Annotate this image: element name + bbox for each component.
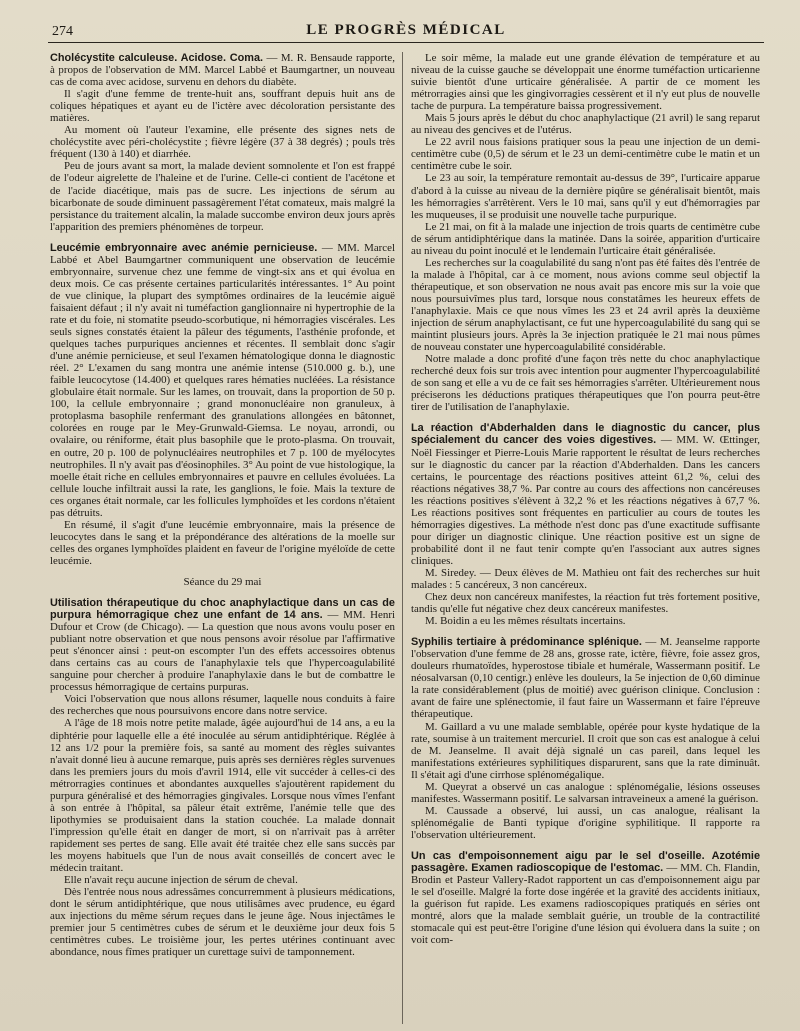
paragraph: Voici l'observation que nous allons résumer, laquelle nous conduits à faire des recherches que nous poursuivons encore dans notre service. xyxy=(50,693,395,718)
article-choc-continued xyxy=(411,52,760,413)
paragraph: Le 21 mai, on fit à la malade une injection de trois quarts de centimètre cube de sérum antidiphtérique dans la matinée. Dans la soirée, apparition d'urticaire au niveau du point inoculé et le lendemain l'urticaire était généralisée. xyxy=(411,220,760,257)
article-lead: — MM. W. Œttinger, Noël Fiessinger et Pierre-Louis Marie rapportent le résultat de leurs recherches sur le diagnostic du cancer par la réaction d'Abderhalden. Dans les cancers certains, le pourcentage des réactions positives atteint 61,2 %, celui des réactions négatives 38,7 %. Par contre au cours des affections non cancéreuses les réactions positives s'élèvent à 32,2 % et les réactions négatives à 67,7 %. Les réactions positives sont fréquentes en particulier au cours de toutes les hémorragies digestives. La méthode n'est donc pas d'une exactitude suffisante pour diriger un diagnostic clinique. Une réaction positive est un signe de probabilité dont il ne faut tenir compte qu'en l'associant aux autres signes cliniques. xyxy=(411,434,760,567)
paragraph: M. Caussade a observé, lui aussi, un cas analogue, réalisant la splénomégalie de Banti typique d'origine syphilitique. Il rapporte ra l'observation ultérieurement. xyxy=(411,804,760,841)
paragraph: M. Gaillard a vu une malade semblable, opérée pour kyste hydatique de la rate, soumise à un traitement mercuriel. Il croit que son cas est analogue à celui de M. Jeanselme. Il avait déjà signalé un cas pareil, dans lequel les manifestations extérieures syphilitiques disparurent, sans que la rate diminuât. Il s'était agi d'une cirrhose splénomégalique. xyxy=(411,720,760,781)
column-rule xyxy=(402,52,403,1024)
article-lead: — M. Jeanselme rapporte l'observation d'une femme de 28 ans, grosse rate, ictère, fièvre, foie assez gros, douleurs rhumatoïdes, hyperostose tibiale et humérale, Wassermann positif. Le néosalvarsan (0,10 centigr.) enlève les douleurs, la 5e injection de 0,60 diminue la rate considérablement (plus de moitié) avec guérison clinique. Conclusion : avant de faire une splénectomie, il faut faire un Wassermann et faire l'épreuve thérapeutique. xyxy=(411,636,760,721)
paragraph: Il s'agit d'une femme de trente-huit ans, souffrant depuis huit ans de coliques hépatiques et ayant eu de l'ictère avec décoloration persistante des matières. xyxy=(50,88,395,125)
paragraph: Dès l'entrée nous nous adressâmes concurremment à plusieurs médications, dont le sérum antidiphtérique, que nous utilisâmes avec prudence, eu égard aux injections du même sérum reçues dans le jeune âge. Nous injectâmes le premier jour 5 centimètres cubes de sérum et le deuxième jour deux fois 5 centimètres cubes. Le troisième jour, les pertes utérines continuant avec abondance, nous fîmes pratiquer un curettage suivi de tamponnement. xyxy=(50,886,395,959)
paragraph: Chez deux non cancéreux manifestes, la réaction fut très fortement positive, tandis qu'elle fut négative chez deux cancéreux manifestes. xyxy=(411,591,760,616)
article-abderhalden xyxy=(411,422,760,627)
article-title: Leucémie embryonnaire avec anémie pernicieuse. xyxy=(50,241,318,254)
article-choc-anaphylactique xyxy=(50,597,395,958)
article-lead: — MM. Marcel Labbé et Abel Baumgartner communiquent une observation de leucémie embryonnaire, survenue chez une femme de vingt-six ans et qui évolua en deux mois. Ce cas présente certaines particularités intéressantes. 1° Au point de vue clinique, la plupart des symptômes ordinaires de la leucémie aiguë faisaient défaut ; il n'y avait ni tuméfaction ganglionnaire ni hypertrophie de la rate et du foie, ni stomatite pseudo-scorbutique, ni hémorragies viscérales. Les seuls signes constatés étaient la pâleur des téguments, l'asthénie profonde, et quelques taches purpuriques anciennes et récentes. Il semblait donc s'agir d'une anémie pernicieuse, et seul l'examen hématologique donna le diagnostic réel. 2° L'examen du sang montra une anémie intense (510.000 g. b.), une faible leucocytose (14.400) et quelques rares hématies nucléées. La résistance globulaire était normale. Sur les lames, on trouvait, dans la proportion de 50 p. 100, la cellule embryonnaire ; grand mononucléaire non granuleux, à protoplasma basophile renfermant des granulations allongées en bâtonnet, colorées en rouge par le Mey-Grunwald-Giemsa. Le noyau, arrondi, ou ovalaire, ou réniforme, était plus basophile que le proto-plasma. On trouvait, en outre, 20 p. 100 de polynucléaires neutrophiles et 7 p. 100 de myélocytes neutrophiles. Il n'y avait pas d'éosinophiles. 3° Au point de vue histologique, la moelle était riche en cellules embryonnaires et pauvre en cellules évoluées. La cellule louche infiltrait aussi la rate, les ganglions, le foie. Mais la texture de ces organes était normale, car les follicules lymphoïdes et les cordons n'étaient pas détruits. xyxy=(50,241,395,519)
paragraph: Mais 5 jours après le début du choc anaphylactique (21 avril) le sang reparut au niveau des gencives et de l'utérus. xyxy=(411,112,760,137)
paragraph: M. Queyrat a observé un cas analogue : splénomégalie, lésions osseuses manifestes. Wassermann positif. Le salvarsan intraveineux a amené la guérison. xyxy=(411,780,760,805)
paragraph: Au moment où l'auteur l'examine, elle présente des signes nets de cholécystite avec péri-cholécystite ; fièvre légère (37 à 38 degrés) ; pouls très fréquent (130 à 140) et diarrhée. xyxy=(50,124,395,161)
article-title: Syphilis tertiaire à prédominance splénique. xyxy=(411,636,642,649)
article-leucemie xyxy=(50,242,395,567)
paragraph: Le soir même, la malade eut une grande élévation de température et au niveau de la cuisse gauche se développait une énorme tuméfaction urticarienne suivie bientôt d'une urticaire généralisée. A partir de ce moment les métrorragies ainsi que les gingivorragies cessèrent et il n'y eut plus de nouvelle tache de purpura. La température baissa progressivement. xyxy=(411,52,760,113)
right-column xyxy=(411,52,760,1024)
paragraph: Notre malade a donc profité d'une façon très nette du choc anaphylactique recherché deux fois sur trois avec intention pour augmenter l'hypercoagulabilité de son sang et elle a vu de ce fait ses hémorragies s'arrêter. Ultérieurement nous préciserons les déductions pratiques thérapeutiques que l'on pourra peut-être tirer de l'utilisation de l'anaphylaxie. xyxy=(411,353,760,414)
paragraph: Le 23 au soir, la température remontait au-dessus de 39°, l'urticaire apparue d'abord à la cuisse au niveau de la dernière piqûre se généralisait bientôt, mais les hémorragies s'arrêtèrent. Vers le 10 mai, sans qu'il y eut d'hémorragies par les muqueuses, il se produisit une nouvelle tache purpurique. xyxy=(411,172,760,221)
article-syphilis-splenique xyxy=(411,636,760,841)
paragraph: A l'âge de 18 mois notre petite malade, âgée aujourd'hui de 14 ans, a eu la diphtérie pour laquelle elle a été inoculée au sérum antidiphtérique. Réglée à 12 ans 1/2 pour la première fois, sa santé au moment des règles suivantes n'avait donné lieu à aucune remarque, puis après ses dernières règles survenues dans les premiers jours du mois d'avril 1914, elle vit succéder à celles-ci des métrorragies continues et abondantes auxquelles s'ajoutèrent rapidement du purpura généralisé et des hémorragies gingivales. Lorsque nous vîmes l'enfant à son entrée à l'hôpital, sa pâleur était extrême, l'anémie telle que des lipothymies se produisaient dans la station couchée. La malade donnait l'impression qu'elle était en danger de mort, si on n'arrivait pas à arrêter rapidement ses pertes de sang. Elle avait été traitée chez elle sans succès par les moyens habituels que l'un de nous avait conseillés de concert avec le médecin traitant. xyxy=(50,717,395,875)
paragraph: M. Boidin a eu les mêmes résultats incertains. xyxy=(425,615,626,628)
paragraph: Le 22 avril nous faisions pratiquer sous la peau une injection de un demi-centimètre cube (0,5) de sérum et le 23 un demi-centimètre cube le matin et un centimètre cube le soir. xyxy=(411,136,760,173)
article-lead: — M. R. Bensaude rapporte, à propos de l'observation de MM. Marcel Labbé et Baumgartner, un nouveau cas de coma avec acidose, survenu en dehors du diabète. xyxy=(50,52,395,89)
article-title: La réaction d'Abderhalden dans le diagnostic du cancer, plus spécialement du cancer des voies digestives. xyxy=(411,422,760,447)
paragraph: Peu de jours avant sa mort, la malade devient somnolente et l'on est frappé de l'odeur aigrelette de l'haleine et de l'urine. Celle-ci contient de l'acétone et de l'acide diacétique, mais pas de sucre. Les injections de sérum au bicarbonate de soude diminuent passagèrement l'état comateux, mais malgré la persistance du traitement alcalin, la malade succombe environ deux jours après l'apparition des premiers phénomènes de torpeur. xyxy=(50,160,395,233)
paragraph: En résumé, il s'agit d'une leucémie embryonnaire, mais la présence de leucocytes dans le sang et la prépondérance des altérations de la moelle sur celles des organes lymphoïdes plaident en faveur de l'origine myéloïde de cette leucémie. xyxy=(50,518,395,567)
article-title: Cholécystite calculeuse. Acidose. Coma. xyxy=(50,52,264,64)
journal-title: LE PROGRÈS MÉDICAL xyxy=(306,22,506,38)
page-number: 274 xyxy=(52,24,73,39)
paragraph: Elle n'avait reçu aucune injection de sérum de cheval. xyxy=(64,874,298,887)
seance-heading: Séance du 29 mai xyxy=(183,575,262,588)
article-title: Utilisation thérapeutique du choc anaphylactique dans un cas de purpura hémorragique chez une enfant de 14 ans. xyxy=(50,597,395,622)
paragraph: M. Siredey. — Deux élèves de M. Mathieu ont fait des recherches sur huit malades : 5 cancéreux, 3 non cancéreux. xyxy=(411,566,760,592)
article-lead: — MM. Ch. Flandin, Brodin et Pasteur Vallery-Radot rapportent un cas d'empoisonnement aigu par le sel d'oseille. Malgré la forte dose ingérée et la gravité des accidents initiaux, la guérison fut rapide. Les examens radioscopiques pratiqués en séries ont montré, alors que la malade semblait guérie, un trouble de la contractilité stomacale qui est peut-être l'origine d'une lésion qui évoluera dans la suite ; on voit com- xyxy=(411,862,760,947)
page-header xyxy=(48,22,764,43)
article-lead: — MM. Henri Dufour et Crow (de Chicago). — La question que nous avons voulu poser en publiant notre observation et que nous pensons avoir résolue par l'affirmative peut s'énoncer ainsi : peut-on escompter l'un des effets accessoires obtenus dans certains cas au cours de l'anaphylaxie tels que l'hypercoagulabilité sanguine pour chercher à produire l'anaphylaxie dans le but de combattre le processus hémorragique de certains purpuras. xyxy=(50,609,395,694)
article-sel-oseille xyxy=(411,850,760,946)
left-column xyxy=(50,52,395,1024)
article-cholecystite xyxy=(50,52,395,233)
paragraph: Les recherches sur la coagulabilité du sang n'ont pas été faites dès l'entrée de la malade à l'hôpital, car à ce moment, nous avions comme seul objectif la thérapeutique, et son observation ne nous avait pas encore mis sur la voie que nous poursuivîmes plus tard, lorsque nous constatâmes les heureux effets de l'anaphylaxie. Mais ce que nous vîmes les 23 et 24 avril après la deuxième injection de sérum anaphylactisant, ce fut une hypercoagulabilité du sang qui se maintint plusieurs jours. Après la 3e injection pratiquée le 21 mai nous pûmes de nouveau constater une hypercoagulabilité considérable. xyxy=(411,256,760,354)
article-title: Un cas d'empoisonnement aigu par le sel d'oseille. Azotémie passagère. Examen radioscopique de l'estomac. xyxy=(411,850,760,875)
